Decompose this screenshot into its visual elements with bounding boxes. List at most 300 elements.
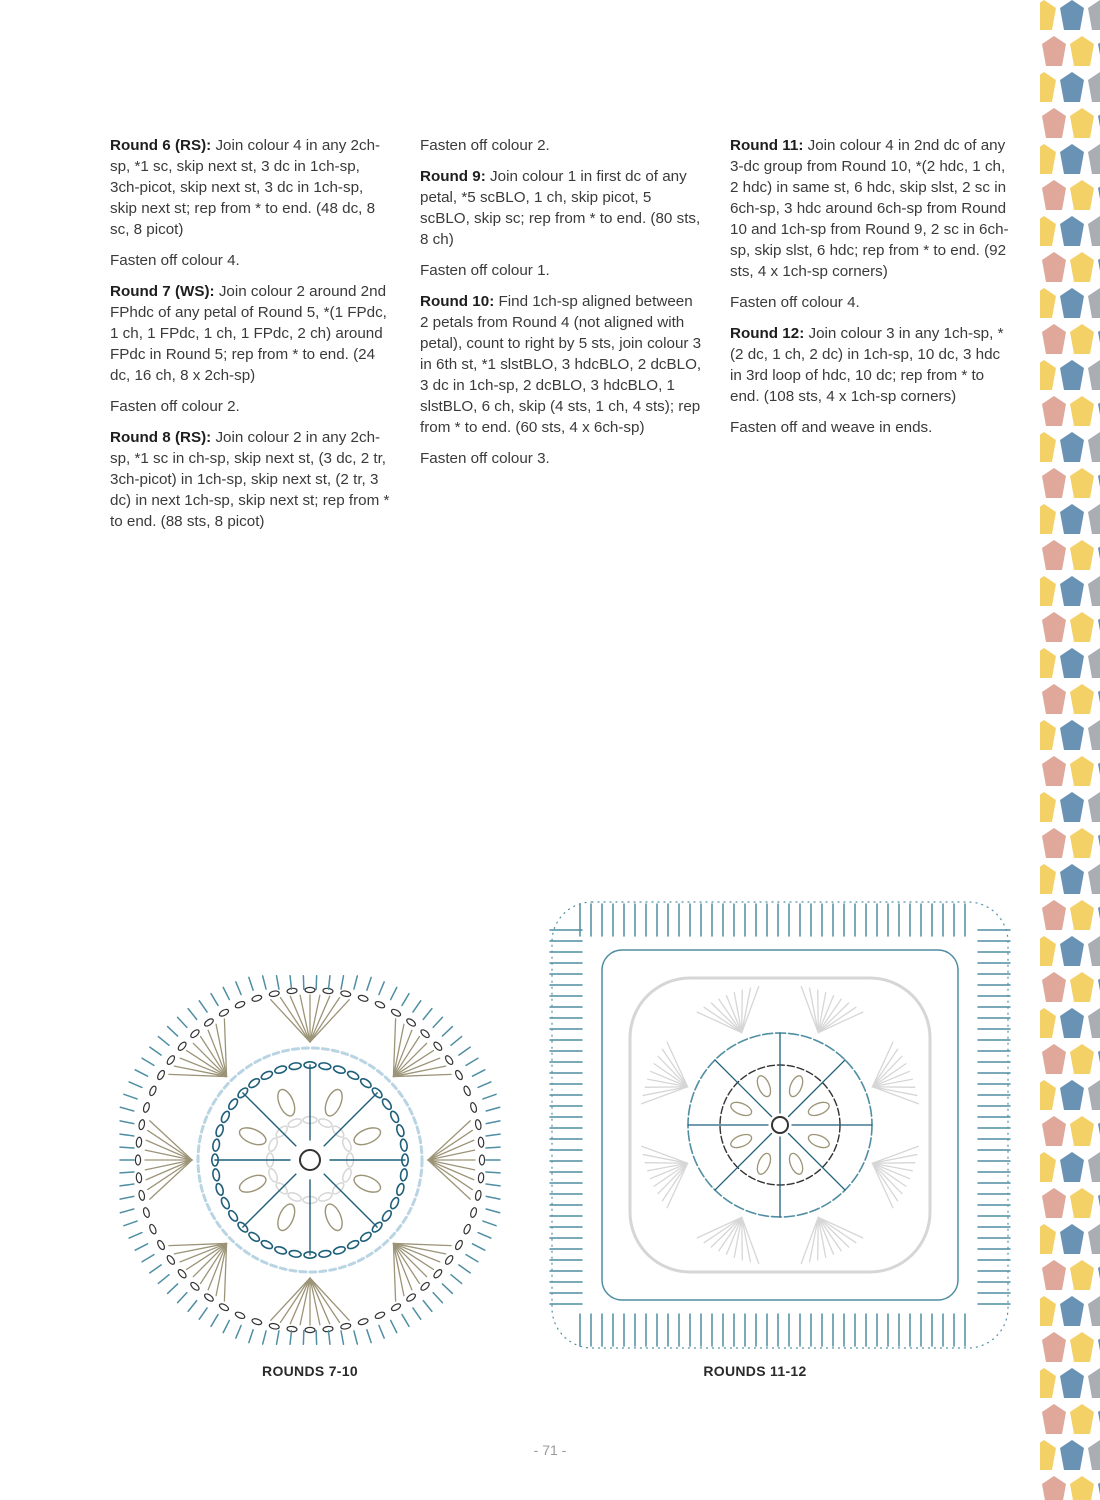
chart-fan-stitch [193, 1243, 226, 1276]
instruction-paragraph: Fasten off colour 4. [730, 294, 860, 311]
chart-teal-stitch [478, 1233, 491, 1239]
chart-spoke [788, 1060, 845, 1117]
chart-teal-stitch [168, 1027, 178, 1036]
chart-dark-teal-stitch [389, 1196, 400, 1210]
chart-teal-stitch [379, 1325, 384, 1338]
chart-outer-stitch [177, 1268, 188, 1279]
chart-teal-stitch [423, 1009, 432, 1020]
mosaic-tile [1060, 144, 1084, 174]
mosaic-tile [1060, 288, 1084, 318]
mosaic-tile [1040, 216, 1056, 246]
chart-outer-stitch [166, 1055, 176, 1066]
mosaic-tile [1088, 720, 1100, 750]
chart-teal-stitch [466, 1255, 478, 1262]
chart-dark-teal-stitch [215, 1124, 225, 1137]
chart-leaf-stitch [807, 1132, 832, 1151]
mosaic-tile [1042, 396, 1066, 426]
mosaic-tile [1088, 0, 1100, 30]
mosaic-tile [1088, 144, 1100, 174]
chart-outer-stitch [305, 1327, 315, 1332]
chart-teal-stitch [124, 1094, 137, 1099]
mosaic-tile [1042, 324, 1066, 354]
chart-outer-stitch [470, 1102, 478, 1113]
chart-dark-teal-stitch [346, 1070, 360, 1081]
mosaic-tile [1060, 504, 1084, 534]
mosaic-tile [1070, 1044, 1094, 1074]
chart-chain-stitch [267, 1168, 279, 1184]
mosaic-tile [1070, 324, 1094, 354]
chart-outer-stitch [269, 1323, 280, 1330]
mosaic-tile [1060, 360, 1084, 390]
mosaic-tile [1060, 0, 1084, 30]
chart-fan-stitch [818, 990, 819, 1032]
chart-grey-ring [630, 978, 930, 1272]
mosaic-tile [1088, 576, 1100, 606]
chart-teal-stitch [223, 1320, 229, 1332]
chart-leaf-stitch [729, 1132, 754, 1151]
chart-caption-rounds-11-12: ROUNDS 11-12 [703, 1363, 807, 1379]
chart-fan-stitch [642, 1146, 688, 1163]
chart-outer-stitch [218, 1302, 229, 1312]
chart-teal-stitch [459, 1265, 470, 1273]
chart-teal-stitch [135, 1244, 147, 1250]
chart-dark-teal-stitch [389, 1110, 400, 1124]
mosaic-tile [1040, 1008, 1056, 1038]
mosaic-tile [1088, 1152, 1100, 1182]
crochet-chart-rounds-11-12 [540, 890, 1020, 1360]
chart-outer-stitch [138, 1190, 145, 1201]
chart-teal-stitch [120, 1107, 133, 1111]
mosaic-tile [1042, 1260, 1066, 1290]
chart-fan-stitch [290, 996, 310, 1042]
mosaic-tile [1070, 1476, 1094, 1500]
chart-teal-stitch [129, 1082, 142, 1088]
mosaic-tile [1070, 180, 1094, 210]
chart-outer-stitch [203, 1017, 214, 1027]
chart-outer-stitch [390, 1008, 401, 1018]
chart-teal-stitch [263, 1331, 266, 1344]
chart-teal-stitch [329, 1331, 330, 1345]
chart-fan-stitch [872, 1155, 916, 1164]
chart-teal-stitch [277, 976, 279, 989]
mosaic-tile [1040, 504, 1056, 534]
chart-outer-stitch [138, 1119, 145, 1130]
chart-outer-stitch [358, 994, 369, 1002]
chart-outer-stitch [136, 1173, 142, 1183]
chart-fan-stitch [290, 1278, 310, 1324]
chart-dark-teal-stitch [260, 1239, 274, 1250]
mosaic-tile [1042, 1188, 1066, 1218]
chart-teal-stitch [472, 1070, 484, 1076]
mosaic-tile [1088, 1368, 1100, 1398]
chart-outer-stitch [135, 1155, 140, 1165]
mosaic-tile [1088, 1296, 1100, 1326]
mosaic-tile [1042, 1476, 1066, 1500]
chart-spoke [243, 1174, 296, 1227]
chart-dark-teal-stitch [346, 1239, 360, 1250]
chart-fan-stitch [643, 1087, 687, 1096]
chart-leaf-stitch [807, 1100, 832, 1119]
chart-teal-stitch [120, 1121, 134, 1124]
chart-dark-teal-stitch [215, 1183, 225, 1196]
chart-dark-teal-stitch [395, 1124, 405, 1137]
instruction-paragraph: Fasten off and weave in ends. [730, 419, 933, 436]
mosaic-tile [1088, 360, 1100, 390]
chart-centre-ring [772, 1117, 788, 1133]
chart-teal-stitch [486, 1172, 500, 1173]
chart-teal-stitch [178, 1017, 187, 1027]
chart-fan-stitch [872, 1087, 916, 1096]
chart-fan-stitch [428, 1140, 474, 1160]
chart-outer-stitch [177, 1041, 188, 1052]
chart-teal-stitch [486, 1209, 499, 1213]
chart-teal-stitch [120, 1147, 134, 1148]
chart-dark-teal-stitch [274, 1245, 287, 1255]
mosaic-tile [1070, 396, 1094, 426]
chart-outer-border [552, 902, 1008, 1348]
chart-outer-stitch [358, 1318, 369, 1326]
mosaic-tile [1060, 1152, 1084, 1182]
mosaic-tile [1088, 936, 1100, 966]
chart-inner-border [602, 950, 958, 1300]
mosaic-tile [1040, 1440, 1056, 1470]
chart-teal-stitch [413, 1308, 421, 1319]
chart-dark-teal-stitch [333, 1245, 346, 1255]
chart-outer-stitch [203, 1292, 214, 1302]
mosaic-tile [1040, 72, 1056, 102]
mosaic-tile [1088, 864, 1100, 894]
chart-teal-stitch [188, 1009, 197, 1020]
mosaic-tile [1042, 828, 1066, 858]
chart-dark-teal-stitch [247, 1077, 260, 1089]
chart-teal-stitch [486, 1107, 499, 1111]
chart-outer-stitch [148, 1224, 157, 1235]
chart-leaf-stitch [729, 1100, 754, 1119]
chart-teal-stitch [391, 987, 397, 999]
chart-fan-stitch [393, 1243, 426, 1276]
chart-leaf-stitch [755, 1074, 774, 1099]
mosaic-tile [1088, 648, 1100, 678]
chart-teal-stitch [354, 1331, 357, 1344]
mosaic-tile [1088, 432, 1100, 462]
mosaic-tile [1040, 0, 1056, 30]
mosaic-tile [1042, 468, 1066, 498]
chart-outer-stitch [234, 1000, 245, 1009]
chart-outer-stitch [454, 1069, 464, 1080]
mosaic-tile [1040, 1296, 1056, 1326]
chart-spoke [324, 1174, 377, 1227]
chart-teal-stitch [142, 1058, 154, 1065]
chart-teal-stitch [135, 1070, 147, 1076]
mosaic-tile [1060, 648, 1084, 678]
chart-outer-stitch [390, 1302, 401, 1312]
chart-fan-stitch [428, 1121, 470, 1160]
chart-outer-stitch [420, 1281, 431, 1292]
chart-fan-stitch [310, 1278, 330, 1324]
mosaic-tile [1042, 900, 1066, 930]
crochet-chart-rounds-7-10 [105, 960, 515, 1360]
chart-fan-stitch [393, 1043, 426, 1076]
chart-dark-teal-stitch [359, 1077, 372, 1089]
chart-teal-stitch [486, 1121, 500, 1124]
mosaic-tile [1042, 756, 1066, 786]
chart-teal-stitch [379, 982, 384, 995]
instruction-column-3 [730, 135, 1012, 448]
chart-dark-teal-stitch [381, 1209, 393, 1222]
instruction-paragraph: Fasten off colour 2. [420, 137, 550, 154]
chart-outer-stitch [156, 1239, 166, 1250]
chart-dark-teal-stitch [289, 1250, 302, 1258]
chart-fan-stitch [742, 987, 759, 1033]
mosaic-tile [1060, 576, 1084, 606]
chart-outer-stitch [444, 1055, 454, 1066]
chart-outer-stitch [148, 1085, 157, 1096]
chart-teal-stitch [486, 1196, 500, 1199]
instruction-column-2 [420, 135, 702, 479]
chart-teal-stitch [466, 1058, 478, 1065]
mosaic-tile [1042, 1404, 1066, 1434]
chart-outer-stitch [478, 1137, 484, 1147]
mosaic-tile [1060, 1440, 1084, 1470]
instruction-paragraph: Fasten off colour 3. [420, 450, 550, 467]
mosaic-tile [1060, 792, 1084, 822]
chart-chain-stitch [341, 1168, 353, 1184]
mosaic-tile [1060, 216, 1084, 246]
chart-leaf-stitch [237, 1172, 268, 1196]
chart-outer-stitch [136, 1137, 142, 1147]
chart-fan-stitch [645, 1087, 687, 1088]
chart-teal-stitch [433, 1017, 442, 1027]
chart-dark-teal-stitch [227, 1209, 239, 1222]
mosaic-tile [1070, 684, 1094, 714]
chart-outer-stitch [234, 1311, 245, 1320]
chart-fan-stitch [742, 1217, 759, 1263]
chart-outer-stitch [454, 1239, 464, 1250]
chart-teal-stitch [211, 994, 218, 1006]
chart-teal-stitch [158, 1275, 169, 1284]
chart-outer-stitch [374, 1000, 385, 1009]
chart-outer-stitch [251, 994, 262, 1002]
chart-teal-stitch [263, 976, 266, 989]
chart-teal-stitch [402, 994, 409, 1006]
chart-teal-stitch [150, 1265, 161, 1273]
chart-outer-stitch [142, 1207, 150, 1218]
chart-teal-stitch [442, 1027, 452, 1036]
chart-outer-stitch [433, 1268, 444, 1279]
chart-teal-stitch [442, 1284, 452, 1293]
chart-teal-stitch [249, 1330, 253, 1343]
chart-teal-stitch [290, 1331, 291, 1345]
mosaic-tile [1040, 720, 1056, 750]
chart-chain-stitch [287, 1117, 303, 1129]
chart-outer-stitch [433, 1041, 444, 1052]
instruction-paragraph: Fasten off colour 4. [110, 252, 240, 269]
chart-fan-stitch [428, 1160, 470, 1199]
chart-teal-stitch [483, 1094, 496, 1099]
chart-fan-stitch [742, 1217, 743, 1259]
chart-teal-stitch [120, 1172, 134, 1173]
instruction-paragraph: Round 7 (WS): Join colour 2 around 2nd FPhdc of any petal of Round 5, *(1 FPdc, 1 ch, 1 FPdc, 1 ch, 1 FPdc, 2 ch) around FPdc in Round 5; rep from * to end. (24 dc, 16 ch, 8 x 2ch-sp) [110, 283, 387, 384]
chart-fan-stitch [742, 990, 743, 1032]
chart-leaf-stitch [352, 1172, 383, 1196]
chart-fan-stitch [150, 1160, 192, 1199]
chart-dark-teal-stitch [247, 1231, 260, 1243]
chart-centre-ring [300, 1150, 320, 1170]
chart-fan-stitch [643, 1155, 687, 1164]
chart-teal-stitch [483, 1221, 496, 1226]
page-number: - 71 - [533, 1442, 567, 1458]
mosaic-tile [1070, 612, 1094, 642]
chart-fan-stitch [146, 1160, 192, 1180]
chart-teal-stitch [120, 1184, 134, 1186]
mosaic-tile [1040, 432, 1056, 462]
mosaic-tile [1042, 972, 1066, 1002]
chart-teal-stitch [329, 976, 330, 990]
chart-fan-stitch [310, 1000, 349, 1042]
chart-fan-stitch [801, 987, 818, 1033]
chart-teal-stitch [249, 977, 253, 990]
mosaic-tile [1088, 72, 1100, 102]
chart-teal-stitch [459, 1047, 470, 1055]
chart-outer-stitch [340, 1323, 351, 1330]
chart-fan-stitch [146, 1140, 192, 1160]
chart-leaf-stitch [352, 1124, 383, 1148]
chart-teal-stitch [178, 1293, 187, 1303]
chart-dark-teal-stitch [333, 1065, 346, 1075]
mosaic-tile [1060, 432, 1084, 462]
mosaic-tile [1060, 1368, 1084, 1398]
chart-chain-stitch [341, 1137, 353, 1153]
mosaic-tile [1088, 1080, 1100, 1110]
instruction-paragraph: Round 12: Join colour 3 in any 1ch-sp, *(2 dc, 1 ch, 2 dc) in 1ch-sp, 10 dc, 3 hdc in 3rd loop of hdc, 10 dc; rep from * to end. (108 sts, 4 x 1ch-sp corners) [730, 325, 1004, 405]
mosaic-tile [1070, 1332, 1094, 1362]
mosaic-tile [1042, 1044, 1066, 1074]
chart-fan-stitch [310, 1278, 349, 1320]
mosaic-tile [1042, 684, 1066, 714]
mosaic-tile [1042, 1332, 1066, 1362]
chart-teal-stitch [486, 1134, 500, 1136]
chart-leaf-stitch [755, 1152, 774, 1177]
chart-dark-teal-stitch [359, 1231, 372, 1243]
chart-fan-stitch [872, 1163, 914, 1164]
chart-fan-stitch [801, 1217, 818, 1263]
mosaic-tile [1060, 72, 1084, 102]
mosaic-tile [1060, 720, 1084, 750]
mosaic-tile [1040, 1224, 1056, 1254]
mosaic-tile [1088, 1224, 1100, 1254]
chart-outer-stitch [463, 1224, 472, 1235]
chart-fan-stitch [872, 1087, 914, 1088]
chart-outer-stitch [251, 1318, 262, 1326]
mosaic-tile [1040, 648, 1056, 678]
chart-teal-stitch [277, 1331, 279, 1344]
mosaic-tile [1040, 792, 1056, 822]
chart-leaf-stitch [787, 1152, 806, 1177]
chart-chain-stitch [287, 1191, 303, 1203]
instruction-paragraph: Fasten off colour 1. [420, 262, 550, 279]
chart-teal-stitch [354, 976, 357, 989]
mosaic-tile [1070, 972, 1094, 1002]
mosaic-tile [1042, 108, 1066, 138]
instruction-paragraph: Round 8 (RS): Join colour 2 in any 2ch-sp, *1 sc in ch-sp, skip next st, (3 dc, 2 tr, 3ch-picot) in 1ch-sp, skip next st, (2 tr, 3 dc) in next 1ch-sp, skip next st; rep from * to end. (88 sts, 8 picot) [110, 429, 390, 530]
chart-fan-stitch [810, 988, 819, 1032]
chart-teal-stitch [486, 1184, 500, 1186]
mosaic-tile [1088, 216, 1100, 246]
chart-leaf-stitch [787, 1074, 806, 1099]
chart-teal-stitch [423, 1301, 432, 1312]
chart-outer-stitch [470, 1207, 478, 1218]
chart-teal-stitch [236, 982, 241, 995]
chart-teal-stitch [478, 1082, 491, 1088]
chart-chain-stitch [318, 1191, 334, 1203]
chart-fan-stitch [310, 996, 330, 1042]
chart-dark-teal-stitch [289, 1062, 302, 1070]
decorative-mosaic-border [1040, 0, 1100, 1500]
mosaic-tile [1042, 1116, 1066, 1146]
chart-teal-stitch [223, 987, 229, 999]
chart-dark-teal-stitch [220, 1110, 231, 1124]
chart-dark-teal-stitch [400, 1139, 408, 1152]
chart-outer-stitch [305, 987, 315, 992]
mosaic-tile [1042, 612, 1066, 642]
mosaic-tile [1088, 504, 1100, 534]
mosaic-tile [1040, 1368, 1056, 1398]
mosaic-tile [1070, 1404, 1094, 1434]
mosaic-tile [1088, 1440, 1100, 1470]
mosaic-tile [1088, 1008, 1100, 1038]
chart-teal-stitch [158, 1037, 169, 1046]
mosaic-tile [1070, 828, 1094, 858]
chart-teal-stitch [120, 1196, 134, 1199]
mosaic-tile [1070, 252, 1094, 282]
chart-outer-stitch [479, 1155, 484, 1165]
mosaic-tile [1040, 936, 1056, 966]
chart-fan-stitch [428, 1160, 474, 1180]
chart-fan-stitch [810, 1217, 819, 1261]
chart-teal-stitch [236, 1325, 241, 1338]
chart-outer-stitch [475, 1190, 482, 1201]
chart-outer-stitch [189, 1281, 200, 1292]
instruction-paragraph: Round 6 (RS): Join colour 4 in any 2ch-sp, *1 sc, skip next st, 3 dc in 1ch-sp, 3ch-picot, skip next st, 3 dc in 1ch-sp, skip next st; rep from * to end. (48 dc, 8 sc, 8 picot) [110, 137, 381, 238]
chart-outer-stitch [420, 1028, 431, 1039]
mosaic-tile [1070, 900, 1094, 930]
chart-teal-stitch [168, 1284, 178, 1293]
mosaic-tile [1070, 1260, 1094, 1290]
chart-teal-stitch [129, 1233, 142, 1239]
chart-dark-teal-stitch [274, 1065, 287, 1075]
chart-outer-stitch [142, 1102, 150, 1113]
chart-outer-stitch [406, 1292, 417, 1302]
instruction-paragraph: Fasten off colour 2. [110, 398, 240, 415]
chart-outer-stitch [156, 1069, 166, 1080]
chart-dark-teal-stitch [318, 1250, 331, 1258]
chart-leaf-stitch [274, 1087, 298, 1118]
chart-teal-stitch [150, 1047, 161, 1055]
chart-chain-stitch [318, 1117, 334, 1129]
chart-leaf-stitch [322, 1202, 346, 1233]
chart-teal-stitch [341, 976, 343, 989]
mosaic-tile [1040, 288, 1056, 318]
mosaic-tile [1040, 360, 1056, 390]
chart-outer-stitch [218, 1008, 229, 1018]
chart-fan-stitch [872, 1146, 918, 1163]
chart-teal-stitch [211, 1315, 218, 1327]
chart-dark-teal-stitch [395, 1183, 405, 1196]
chart-spoke [243, 1093, 296, 1146]
chart-teal-stitch [120, 1134, 134, 1136]
chart-fan-stitch [193, 1043, 226, 1076]
chart-spoke [788, 1133, 845, 1190]
